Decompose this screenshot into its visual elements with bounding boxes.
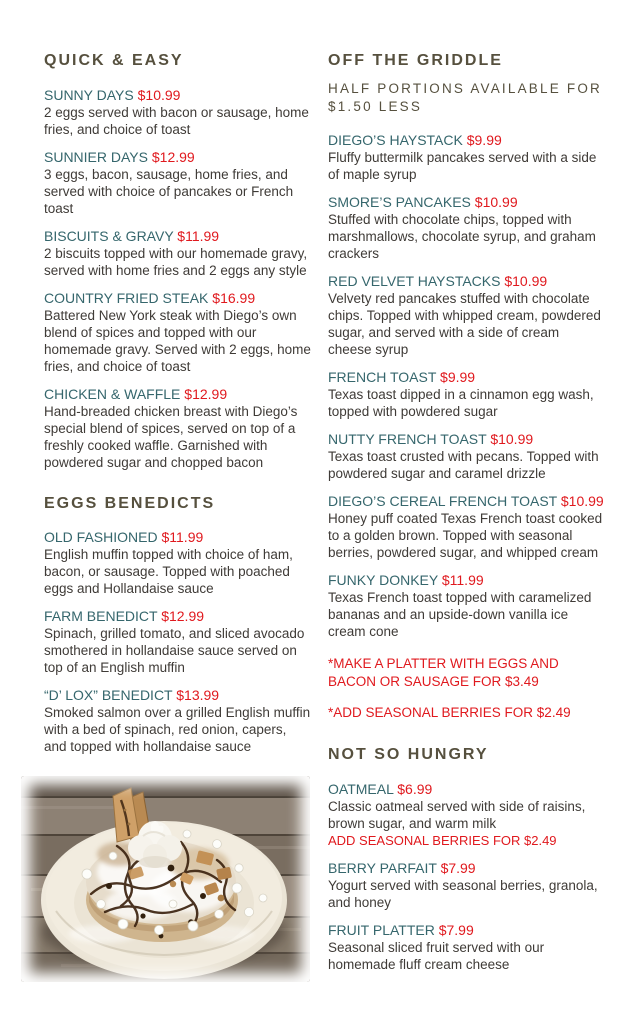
menu-item-head [44,228,312,245]
menu-item-price: $10.99 [474,194,518,211]
menu-item-head [328,369,604,386]
menu-item-funky-donkey [328,572,604,640]
menu-item-price: $7.99 [440,859,476,876]
menu-item-name: SUNNIER DAYS [44,148,148,165]
menu-item-price: $12.99 [161,608,205,625]
menu-item-description: Smoked salmon over a grilled English muffin with a bed of spinach, red onion, capers, and topped with hollandaise sauce [44,705,311,755]
menu-item-smore-s-pancakes [328,194,604,262]
menu-section-not-so-hungry [328,746,604,973]
menu-item-price: $7.99 [438,921,474,938]
menu-item-head [328,431,604,448]
section-title: EGGS BENEDICTS [44,494,216,512]
menu-item-name: SUNNY DAYS [44,86,134,103]
menu-item-name: FRENCH TOAST [328,369,437,386]
menu-item-name: COUNTRY FRIED STEAK [44,289,209,306]
menu-item-head [44,608,312,625]
menu-item-description: Fluffy buttermilk pancakes served with a side of maple syrup [328,150,597,183]
menu-item-head [328,194,604,211]
menu-item-price: $10.99 [504,273,548,290]
menu-item-head [328,132,604,149]
menu-item-price: $11.99 [161,529,204,546]
menu-item-description: Velvety red pancakes stuffed with chocolate chips. Topped with whipped cream, powdered sugar, and served with a side of cream cheese syrup [328,291,601,358]
menu-item-head [328,781,604,798]
menu-item-name: FARM BENEDICT [44,608,158,625]
menu-item-name: OATMEAL [328,780,394,797]
menu-item-description: English muffin topped with choice of ham, bacon, or sausage. Topped with poached eggs and Hollandaise sauce [44,547,293,597]
menu-item-price: $10.99 [490,431,534,448]
menu-item-description: Seasonal sliced fruit served with our homemade fluff cream cheese [328,939,545,972]
menu-item-diego-s-cereal-french-toast [328,493,604,561]
menu-item-country-fried-steak [44,290,312,375]
menu-item-nutty-french-toast [328,431,604,482]
menu-item-name: CHICKEN & WAFFLE [44,385,181,402]
section-title: QUICK & EASY [44,52,184,69]
menu-item-head [328,493,604,510]
menu-item-description: Honey puff coated Texas French toast cooked to a golden brown. Topped with seasonal berries, powdered sugar, and whipped cream [328,511,603,561]
menu-item-price: $10.99 [560,493,604,510]
menu-item-name: BISCUITS & GRAVY [44,227,174,244]
menu-section-eggs-benedicts [44,495,312,756]
section-title: OFF THE GRIDDLE [328,52,503,69]
menu-item-name: “D’ LOX” BENEDICT [44,687,173,704]
section-note: *ADD SEASONAL BERRIES FOR $2.49 [328,705,571,721]
menu-item-name: DIEGO’S CEREAL FRENCH TOAST [328,493,557,510]
menu-item-price: $11.99 [441,572,484,589]
menu-item-head [44,529,312,546]
menu-item-description: Texas French toast topped with caramelized bananas and an upside-down vanilla ice cream cone [328,590,592,640]
pancakes-photo-illustration [21,776,310,982]
menu-item-farm-benedict [44,608,312,676]
menu-column-right [328,52,604,984]
menu-item-description: Yogurt served with seasonal berries, granola, and honey [328,877,598,910]
section-title: NOT SO HUNGRY [328,746,489,764]
menu-item-name: FUNKY DONKEY [328,572,438,589]
menu-item-head [44,386,312,403]
menu-item-d-lox-benedict [44,687,312,755]
menu-section-quick-easy [44,52,312,471]
menu-item-description: Hand-breaded chicken breast with Diego’s special blend of spices, served on top of a freshly cooked waffle. Garnished with powdered sugar and chopped bacon [44,403,298,470]
menu-item-name: BERRY PARFAIT [328,859,437,876]
menu-item-head [44,290,312,307]
menu-item-description: Stuffed with chocolate chips, topped with marshmallows, chocolate syrup, and graham crackers [328,212,596,262]
menu-item-description: 2 eggs served with bacon or sausage, home fries, and choice of toast [44,104,309,137]
menu-item-head [44,687,312,704]
section-note: *MAKE A PLATTER WITH EGGS AND BACON OR SAUSAGE FOR $3.49 [328,656,559,690]
menu-item-price: $10.99 [137,86,181,103]
menu-item-description: 3 eggs, bacon, sausage, home fries, and served with choice of pancakes or French toast [44,166,294,216]
menu-item-price: $6.99 [397,780,433,797]
menu-item-description: Battered New York steak with Diego’s own blend of spices and topped with our homemade gravy. Served with 2 eggs, home fries, and choice of toast [44,307,311,374]
menu-item-price: $11.99 [177,227,220,244]
menu-item-sunny-days [44,87,312,138]
menu-item-old-fashioned [44,529,312,597]
menu-section-off-the-griddle [328,52,604,722]
menu-item-note: ADD SEASONAL BERRIES FOR $2.49 [328,832,557,848]
menu-item-biscuits-gravy [44,228,312,279]
menu-item-red-velvet-haystacks [328,273,604,358]
menu-item-name: FRUIT PLATTER [328,921,435,938]
menu-item-price: $16.99 [212,289,256,306]
menu-item-price: $9.99 [440,369,476,386]
menu-item-name: OLD FASHIONED [44,529,158,546]
menu-item-berry-parfait [328,860,604,911]
menu-item-head [44,87,312,104]
menu-item-french-toast [328,369,604,420]
menu-item-price: $12.99 [184,385,228,402]
menu-item-diego-s-haystack [328,132,604,183]
smores-pancakes-photo [21,776,310,982]
menu-item-oatmeal [328,781,604,849]
menu-item-price: $9.99 [466,132,502,149]
menu-item-head [328,860,604,877]
menu-item-name: NUTTY FRENCH TOAST [328,431,487,448]
menu-item-description: Texas toast crusted with pecans. Topped with powdered sugar and caramel drizzle [328,449,599,482]
section-subtitle: HALF PORTIONS AVAILABLE FOR $1.50 LESS [328,80,602,115]
menu-item-name: RED VELVET HAYSTACKS [328,273,501,290]
menu-item-chicken-waffle [44,386,312,471]
menu-item-head [44,149,312,166]
menu-item-description: Classic oatmeal served with side of raisins, brown sugar, and warm milk [328,798,586,831]
menu-item-head [328,922,604,939]
menu-item-fruit-platter [328,922,604,973]
menu-item-sunnier-days [44,149,312,217]
menu-item-name: SMORE’S PANCAKES [328,194,471,211]
menu-item-price: $13.99 [176,687,220,704]
menu-item-description: Texas toast dipped in a cinnamon egg wash, topped with powdered sugar [328,387,594,420]
menu-item-description: Spinach, grilled tomato, and sliced avocado smothered in hollandaise sauce served on top of an English muffin [44,626,305,676]
menu-item-price: $12.99 [151,148,195,165]
menu-item-head [328,572,604,589]
menu-item-head [328,273,604,290]
menu-item-description: 2 biscuits topped with our homemade gravy, served with home fries and 2 eggs any style [44,245,308,278]
menu-item-name: DIEGO’S HAYSTACK [328,132,463,149]
